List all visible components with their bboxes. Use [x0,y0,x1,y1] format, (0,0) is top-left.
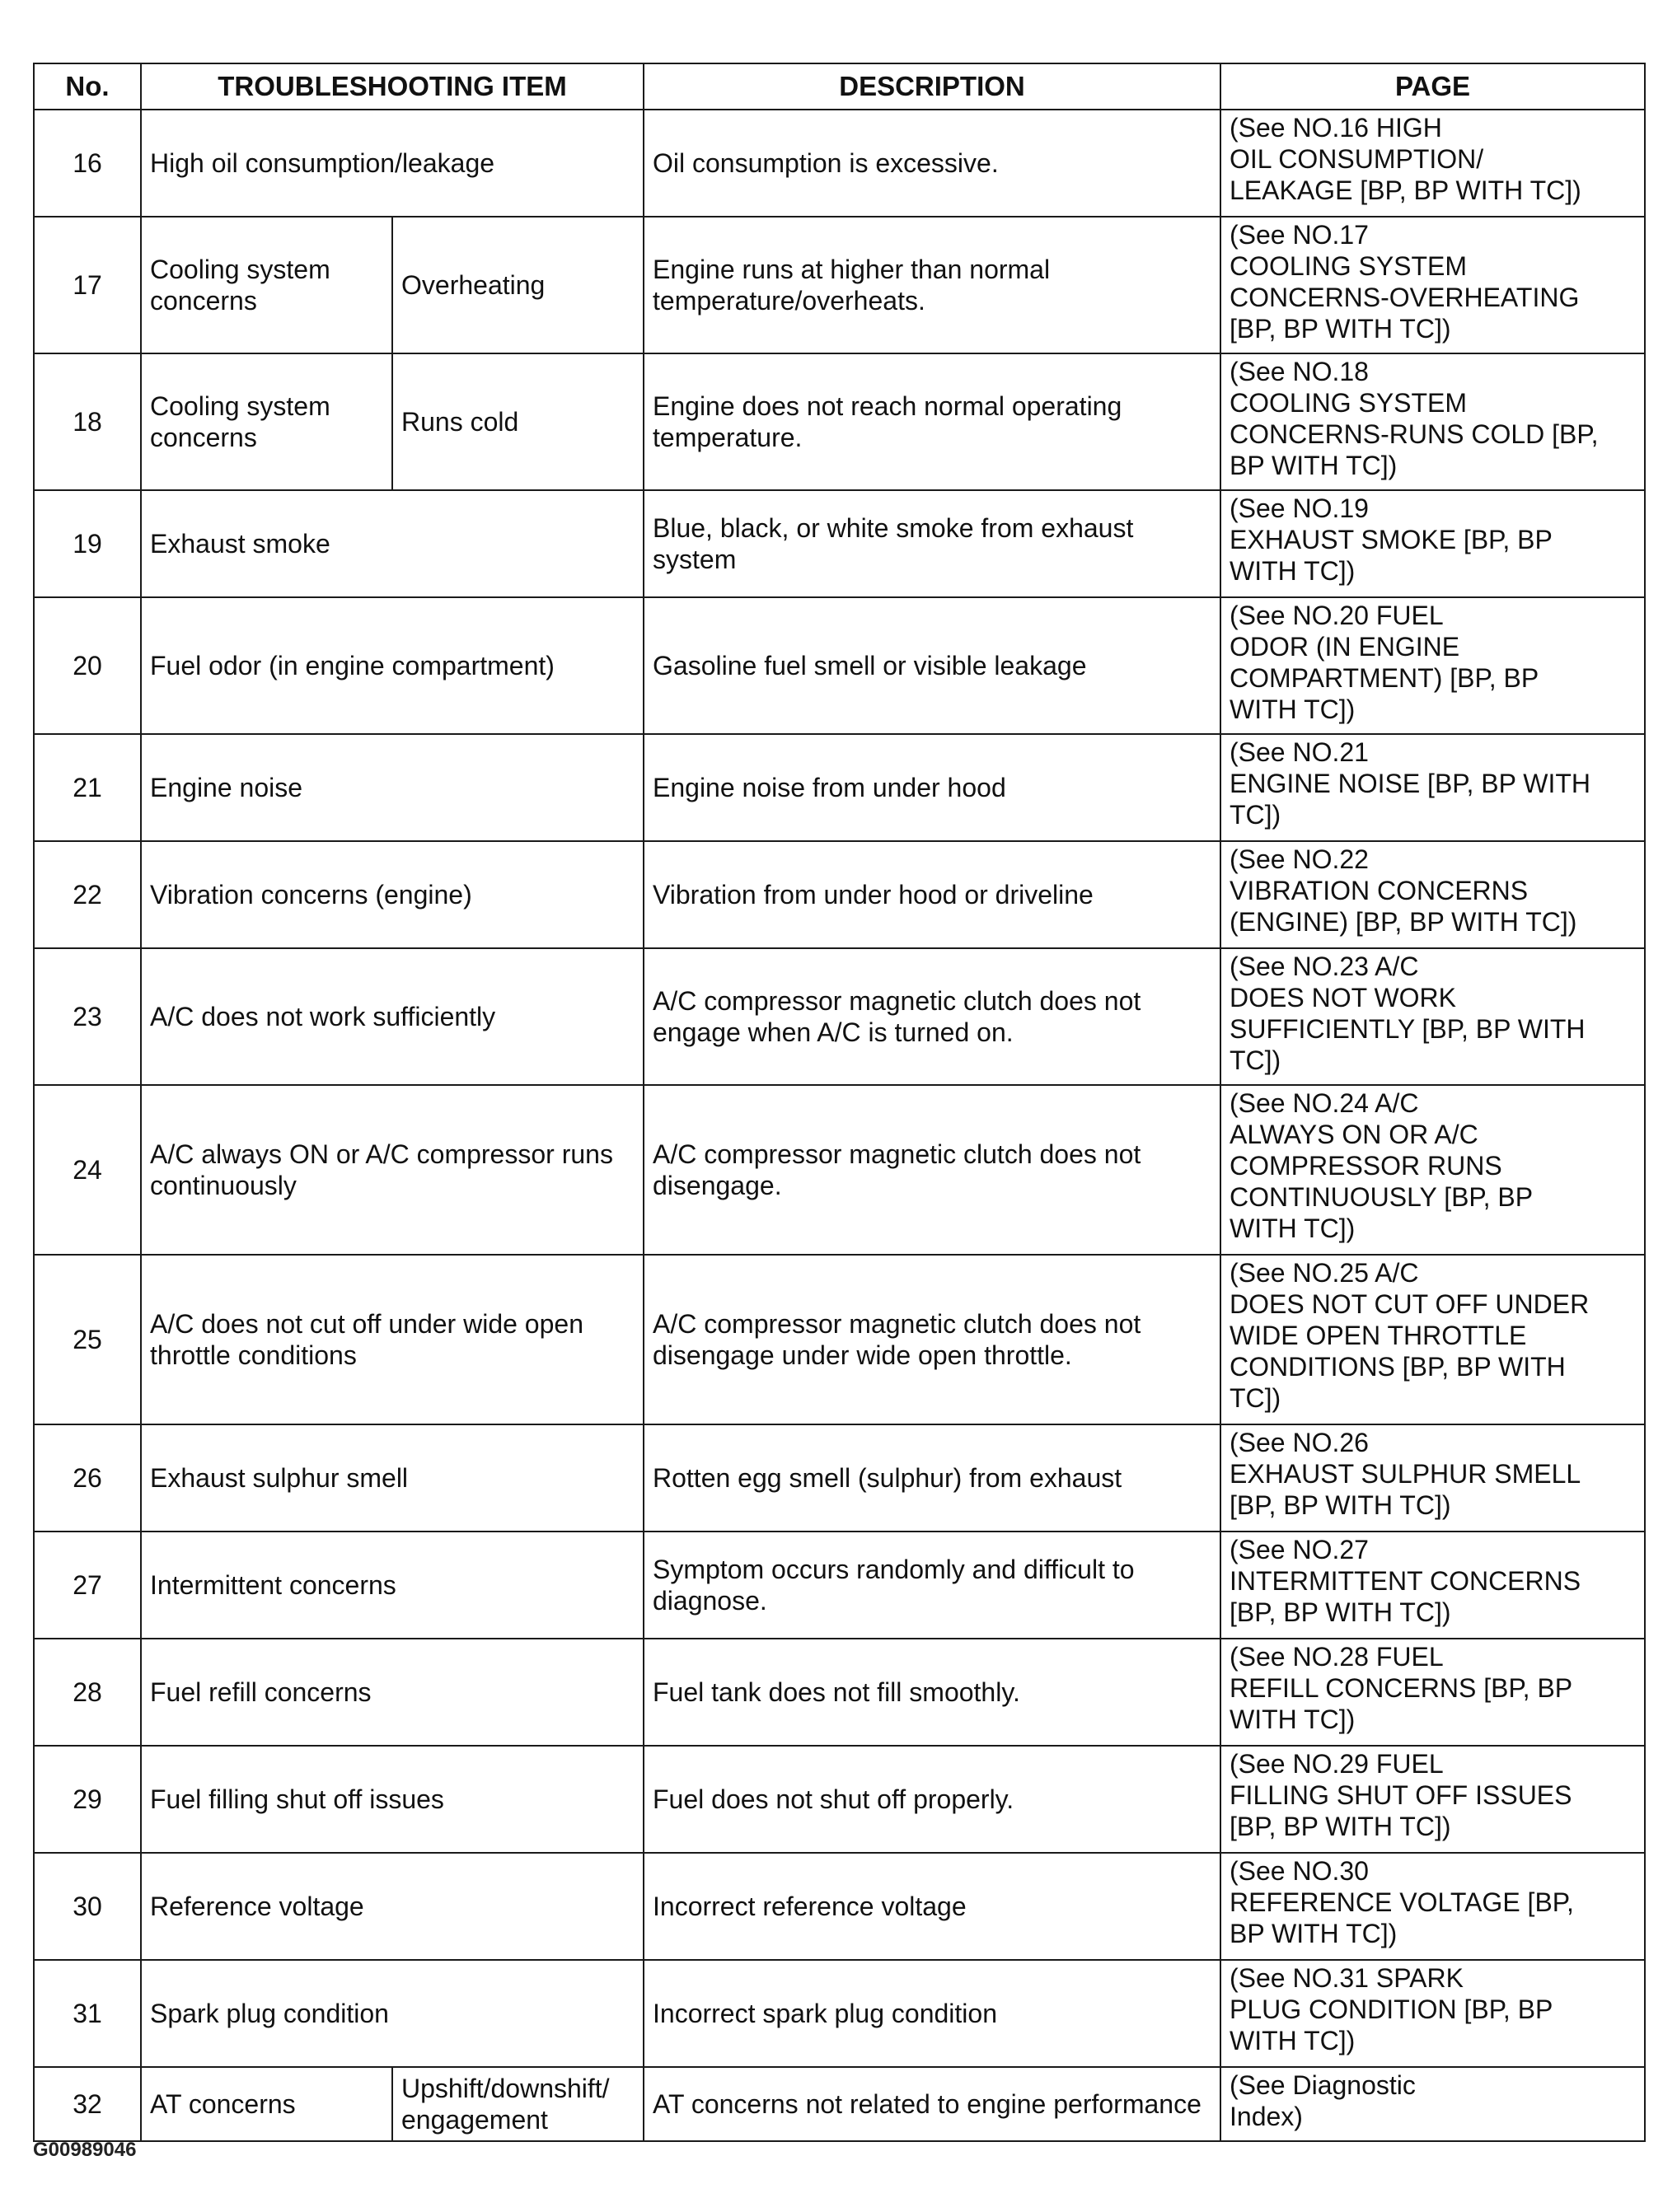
row-number: 26 [34,1424,141,1532]
table-row [34,353,1645,490]
row-number: 20 [34,597,141,734]
description: Gasoline fuel smell or visible leakage [644,597,1220,734]
troubleshooting-item: Intermittent concerns [141,1532,644,1639]
description: Engine does not reach normal operating temperature. [644,353,1220,490]
table-header-row [34,63,1645,110]
row-number: 23 [34,948,141,1085]
page-reference: (See NO.29 FUEL FILLING SHUT OFF ISSUES [BP, BP WITH TC]) [1220,1746,1645,1853]
troubleshooting-subitem: Overheating [392,217,644,353]
troubleshooting-item: Vibration concerns (engine) [141,841,644,948]
description: Rotten egg smell (sulphur) from exhaust [644,1424,1220,1532]
table-row [34,1424,1645,1532]
troubleshooting-item: Exhaust smoke [141,490,644,597]
row-number: 19 [34,490,141,597]
table-row [34,1853,1645,1960]
description: Oil consumption is excessive. [644,110,1220,217]
row-number: 28 [34,1639,141,1746]
description: Blue, black, or white smoke from exhaust system [644,490,1220,597]
table-row [34,1960,1645,2067]
table-row [34,110,1645,217]
page-reference: (See NO.24 A/C ALWAYS ON OR A/C COMPRESSOR RUNS CONTINUOUSLY [BP, BP WITH TC]) [1220,1085,1645,1255]
table-row [34,948,1645,1085]
table-row [34,217,1645,353]
description: Fuel tank does not fill smoothly. [644,1639,1220,1746]
row-number: 16 [34,110,141,217]
row-number: 21 [34,734,141,841]
table-row [34,841,1645,948]
page-reference: (See NO.21 ENGINE NOISE [BP, BP WITH TC]) [1220,734,1645,841]
troubleshooting-item: Fuel refill concerns [141,1639,644,1746]
troubleshooting-item: A/C does not cut off under wide open throttle conditions [141,1255,644,1424]
page-reference: (See NO.17 COOLING SYSTEM CONCERNS-OVERHEATING [BP, BP WITH TC]) [1220,217,1645,353]
row-number: 32 [34,2067,141,2141]
table-row [34,1532,1645,1639]
header-troubleshooting-item: TROUBLESHOOTING ITEM [141,63,644,110]
header-page: PAGE [1220,63,1645,110]
description: Symptom occurs randomly and difficult to diagnose. [644,1532,1220,1639]
page-reference: (See NO.22 VIBRATION CONCERNS (ENGINE) [BP, BP WITH TC]) [1220,841,1645,948]
description: A/C compressor magnetic clutch does not disengage under wide open throttle. [644,1255,1220,1424]
troubleshooting-subitem: Upshift/downshift/ engagement [392,2067,644,2141]
page-reference: (See NO.27 INTERMITTENT CONCERNS [BP, BP WITH TC]) [1220,1532,1645,1639]
row-number: 25 [34,1255,141,1424]
description: Incorrect reference voltage [644,1853,1220,1960]
figure-id: G00989046 [33,2139,137,2161]
troubleshooting-item: Reference voltage [141,1853,644,1960]
troubleshooting-item: Fuel filling shut off issues [141,1746,644,1853]
row-number: 31 [34,1960,141,2067]
table-row [34,490,1645,597]
table-row [34,597,1645,734]
page-reference: (See NO.25 A/C DOES NOT CUT OFF UNDER WIDE OPEN THROTTLE CONDITIONS [BP, BP WITH TC]) [1220,1255,1645,1424]
description: Engine noise from under hood [644,734,1220,841]
troubleshooting-item: Cooling system concerns [141,353,392,490]
row-number: 17 [34,217,141,353]
table-row [34,2067,1645,2141]
troubleshooting-table [33,63,1646,2142]
table-row [34,1085,1645,1255]
troubleshooting-subitem: Runs cold [392,353,644,490]
description: Vibration from under hood or driveline [644,841,1220,948]
row-number: 24 [34,1085,141,1255]
troubleshooting-item: High oil consumption/leakage [141,110,644,217]
row-number: 27 [34,1532,141,1639]
troubleshooting-item: AT concerns [141,2067,392,2141]
row-number: 29 [34,1746,141,1853]
page-reference: (See NO.19 EXHAUST SMOKE [BP, BP WITH TC]) [1220,490,1645,597]
header-description: DESCRIPTION [644,63,1220,110]
table-row [34,1255,1645,1424]
description: Engine runs at higher than normal temperature/overheats. [644,217,1220,353]
description: AT concerns not related to engine performance [644,2067,1220,2141]
troubleshooting-item: A/C does not work sufficiently [141,948,644,1085]
troubleshooting-item: Engine noise [141,734,644,841]
table-row [34,1639,1645,1746]
troubleshooting-item: Fuel odor (in engine compartment) [141,597,644,734]
row-number: 22 [34,841,141,948]
description: A/C compressor magnetic clutch does not disengage. [644,1085,1220,1255]
table-row [34,734,1645,841]
troubleshooting-item: Cooling system concerns [141,217,392,353]
description: A/C compressor magnetic clutch does not engage when A/C is turned on. [644,948,1220,1085]
page-reference: (See Diagnostic Index) [1220,2067,1645,2141]
row-number: 18 [34,353,141,490]
description: Fuel does not shut off properly. [644,1746,1220,1853]
row-number: 30 [34,1853,141,1960]
page-reference: (See NO.30 REFERENCE VOLTAGE [BP, BP WITH TC]) [1220,1853,1645,1960]
header-no: No. [34,63,141,110]
page-reference: (See NO.31 SPARK PLUG CONDITION [BP, BP WITH TC]) [1220,1960,1645,2067]
troubleshooting-item: Spark plug condition [141,1960,644,2067]
troubleshooting-item: Exhaust sulphur smell [141,1424,644,1532]
page-reference: (See NO.23 A/C DOES NOT WORK SUFFICIENTLY [BP, BP WITH TC]) [1220,948,1645,1085]
page-reference: (See NO.28 FUEL REFILL CONCERNS [BP, BP WITH TC]) [1220,1639,1645,1746]
table-row [34,1746,1645,1853]
page-reference: (See NO.26 EXHAUST SULPHUR SMELL [BP, BP WITH TC]) [1220,1424,1645,1532]
page-reference: (See NO.18 COOLING SYSTEM CONCERNS-RUNS COLD [BP, BP WITH TC]) [1220,353,1645,490]
description: Incorrect spark plug condition [644,1960,1220,2067]
page-reference: (See NO.16 HIGH OIL CONSUMPTION/ LEAKAGE [BP, BP WITH TC]) [1220,110,1645,217]
page-reference: (See NO.20 FUEL ODOR (IN ENGINE COMPARTMENT) [BP, BP WITH TC]) [1220,597,1645,734]
troubleshooting-item: A/C always ON or A/C compressor runs continuously [141,1085,644,1255]
